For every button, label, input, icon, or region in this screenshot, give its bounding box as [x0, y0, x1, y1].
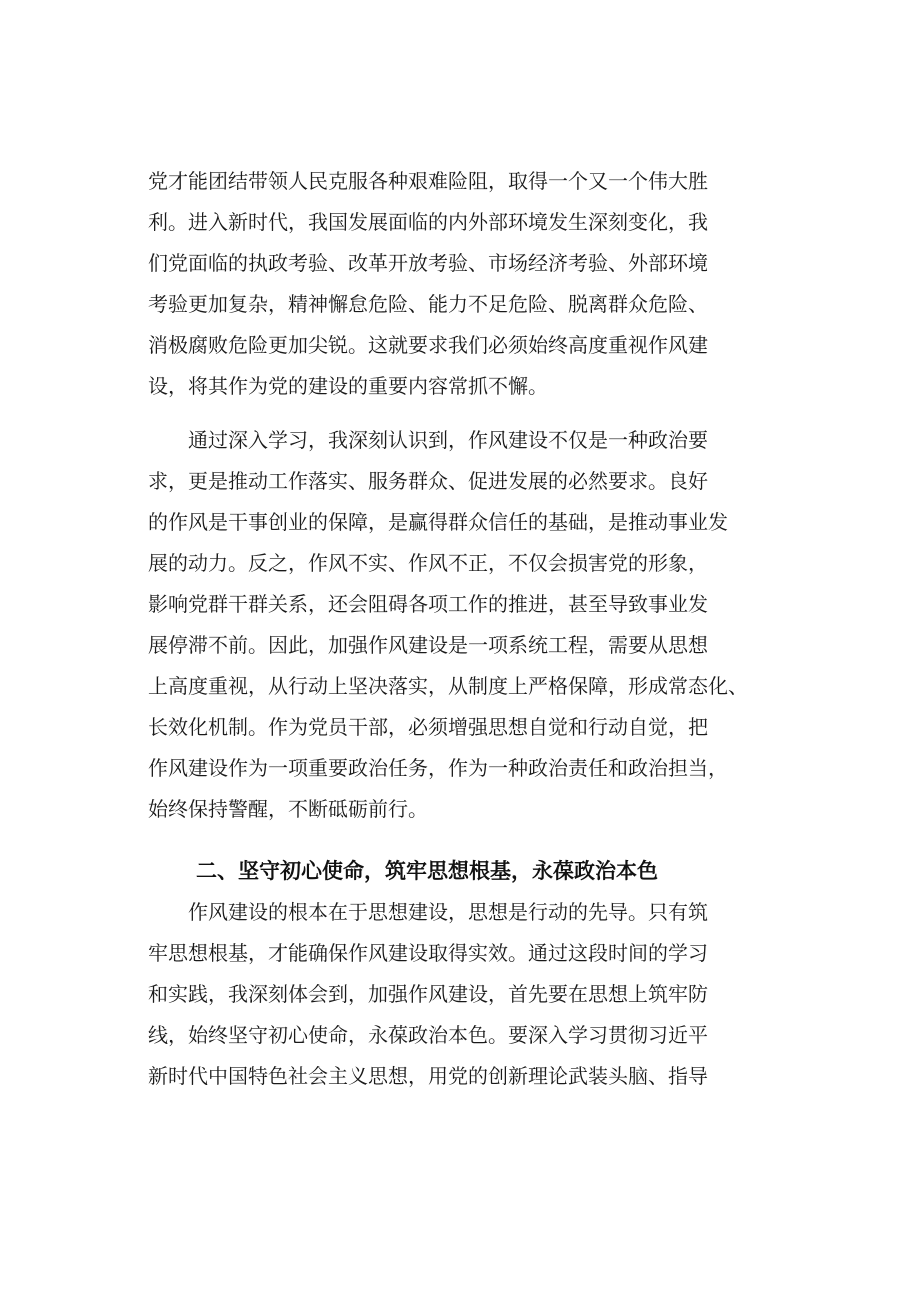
- text-line: 们党面临的执政考验、改革开放考验、市场经济考验、外部环境: [148, 251, 708, 275]
- text-line: 党才能团结带领人民克服各种艰难险阻，取得一个又一个伟大胜: [148, 169, 708, 193]
- text-line: 和实践，我深刻体会到，加强作风建设，首先要在思想上筑牢防: [148, 982, 708, 1006]
- text-line: 利。进入新时代，我国发展面临的内外部环境发生深刻变化，我: [148, 210, 708, 234]
- paragraph-1: [148, 161, 808, 407]
- paragraph-2: [148, 420, 808, 830]
- text-line: 通过深入学习，我深刻认识到，作风建设不仅是一种政治要: [148, 428, 708, 452]
- text-line: 考验更加复杂，精神懈怠危险、能力不足危险、脱离群众危险、: [148, 292, 708, 316]
- text-line: 的作风是干事创业的保障，是赢得群众信任的基础，是推动事业发: [148, 510, 728, 534]
- text-line: 消极腐败危险更加尖锐。这就要求我们必须始终高度重视作风建: [148, 333, 708, 357]
- text-line: 作风建设的根本在于思想建设，思想是行动的先导。只有筑: [148, 900, 708, 924]
- text-line: 长效化机制。作为党员干部，必须增强思想自觉和行动自觉，把: [148, 715, 708, 739]
- text-line: 展的动力。反之，作风不实、作风不正，不仅会损害党的形象，: [148, 551, 708, 575]
- text-line: 始终保持警醒，不断砥砺前行。: [148, 797, 428, 821]
- text-line: 求，更是推动工作落实、服务群众、促进发展的必然要求。良好: [148, 469, 708, 493]
- text-line: 新时代中国特色社会主义思想，用党的创新理论武装头脑、指导: [148, 1064, 708, 1088]
- text-line: 牢思想根基，才能确保作风建设取得实效。通过这段时间的学习: [148, 941, 708, 965]
- text-line: 设，将其作为党的建设的重要内容常抓不懈。: [148, 374, 548, 398]
- section-heading: 二、坚守初心使命，筑牢思想根基，永葆政治本色: [196, 859, 658, 883]
- text-line: 线，始终坚守初心使命，永葆政治本色。要深入学习贯彻习近平: [148, 1023, 708, 1047]
- text-line: 上高度重视，从行动上坚决落实，从制度上严格保障，形成常态化、: [148, 674, 748, 698]
- text-line: 影响党群干群关系，还会阻碍各项工作的推进，甚至导致事业发: [148, 592, 708, 616]
- text-line: 展停滞不前。因此，加强作风建设是一项系统工程，需要从思想: [148, 633, 708, 657]
- text-line: 作风建设作为一项重要政治任务，作为一种政治责任和政治担当，: [148, 756, 728, 780]
- paragraph-3: [148, 892, 808, 1097]
